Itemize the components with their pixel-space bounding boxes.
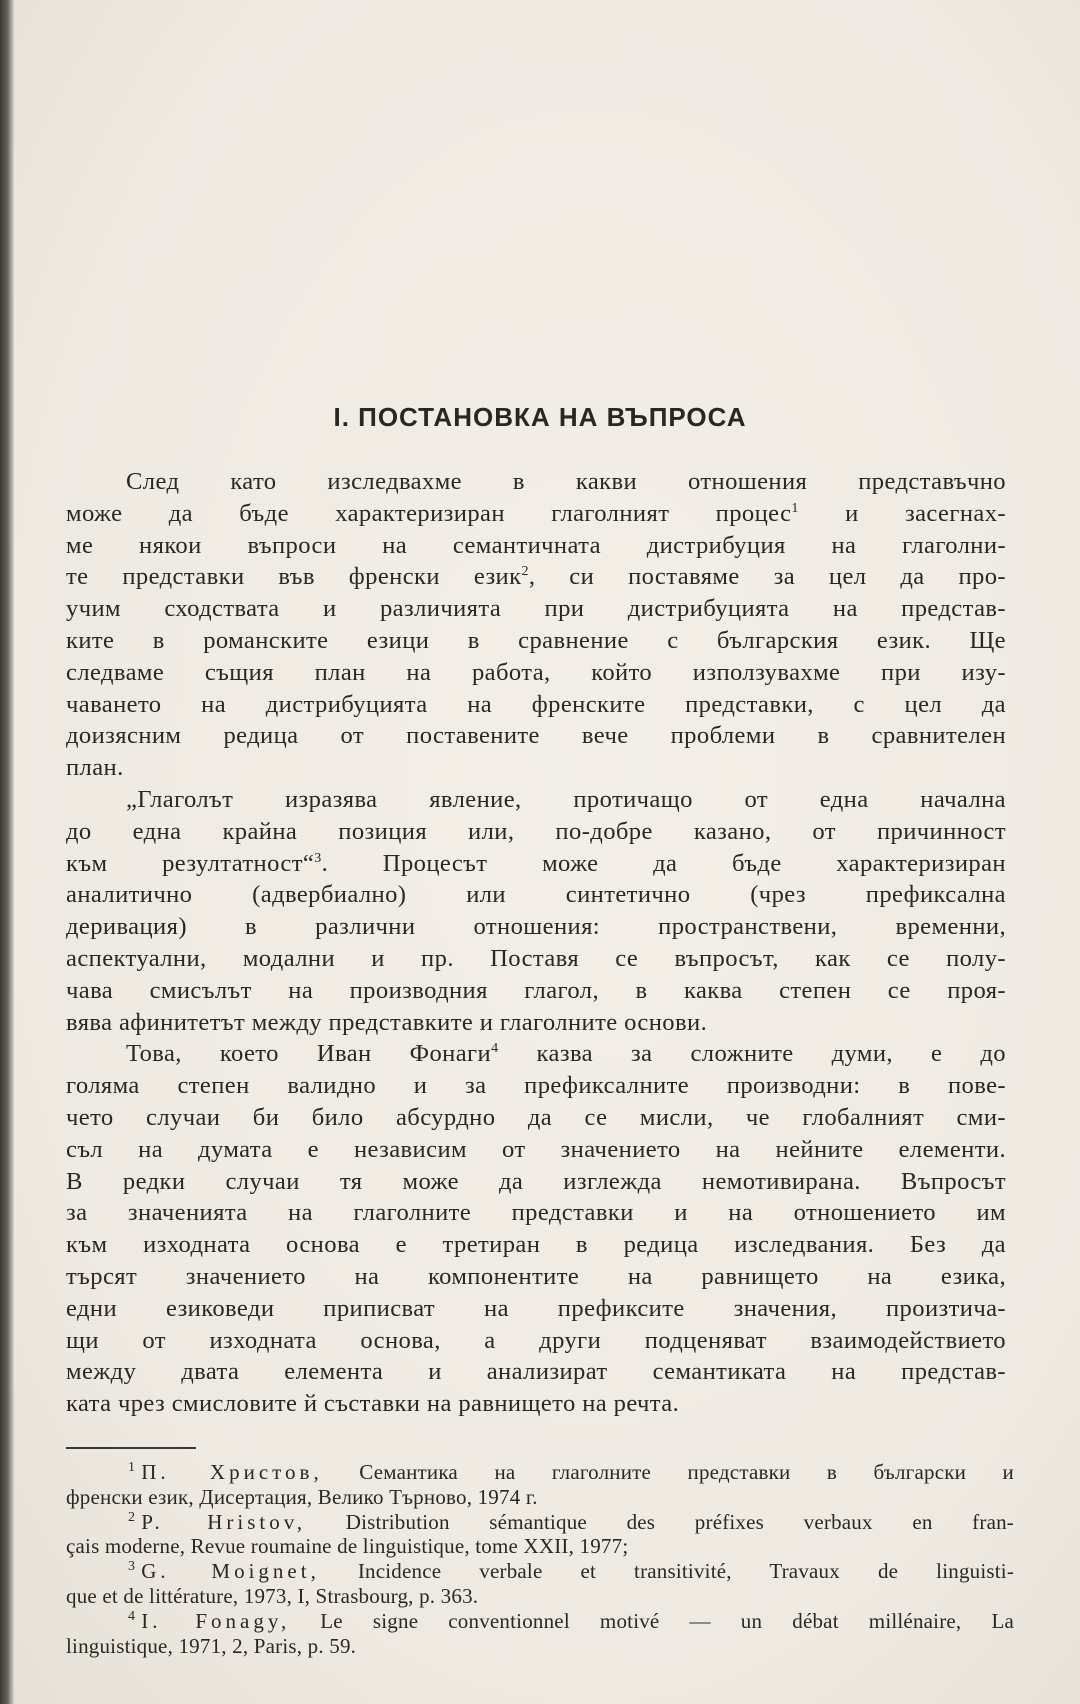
text-line: чава смисълът на производния глагол, в каква степен се проя- <box>66 976 1006 1004</box>
footnote-author: P. Hristov, <box>141 1509 307 1534</box>
footnote-number: 4 <box>128 1608 136 1624</box>
text-line: щи от изходната основа, а други подценяват взаимодействието <box>66 1326 1006 1354</box>
footnote-ref[interactable]: 1 <box>791 500 799 516</box>
text-line: голяма степен валидно и за префиксалните производни: в пове- <box>66 1072 1006 1100</box>
footnote-author: П. Христов, <box>141 1460 323 1484</box>
text-line: до една крайна позиция или, по-добре казано, от причинност <box>66 817 1006 845</box>
text-line: деривация) в различни отношения: пространствени, временни, <box>66 913 1006 941</box>
text-line: към изходната основа е третиран в редица изследвания. Без да <box>66 1231 1006 1259</box>
footnotes <box>66 1460 1014 1658</box>
body-text <box>66 466 1006 1420</box>
text-line: едни езиковеди приписват на префиксите значения, произтича- <box>66 1294 1006 1322</box>
text-line: ме някои въпроси на семантичната дистрибуция на глаголни- <box>66 531 1006 559</box>
text-line: аналитично (адвербиално) или синтетично (чрез префиксална <box>66 881 1006 909</box>
text-line: ките в романските езици в сравнение с българския език. Ще <box>66 626 1006 654</box>
text-line: чето случаи би било абсурдно да се мисли, че глобалният сми- <box>66 1103 1006 1131</box>
text-line: следваме същия план на работа, който използувахме при изу- <box>66 658 1006 686</box>
text-line: ката чрез смисловите й съставки на равнището на речта. <box>66 1390 680 1418</box>
text-line: „Глаголът изразява явление, протичащо от една начална <box>126 785 1006 813</box>
footnote-4: $^4$ I. Fonagy, Le signe conventionnel motivé — un débat millénaire, La linguistique, 1971, 2, Paris, p. 59. <box>66 1608 1014 1658</box>
text-line: След като изследвахме в какви отношения представъчно <box>126 468 1006 495</box>
footnote-number: 2 <box>128 1509 136 1525</box>
text-line: към резултатност“$^3$. Процесът може да бъде характеризиран <box>66 849 1006 877</box>
footnote-ref[interactable]: 4 <box>491 1041 499 1057</box>
text-line: между двата елемента и анализират семантиката на представ- <box>66 1358 1006 1386</box>
text-line: В редки случаи тя може да изглежда немотивирана. Въпросът <box>66 1167 1006 1195</box>
footnote-ref[interactable]: 2 <box>521 564 529 580</box>
text-line: те представки във френски език$^2$, си поставяме за цел да про- <box>66 563 1006 591</box>
footnote-number: 3 <box>128 1559 136 1575</box>
text-line: чаването на дистрибуцията на френските представки, с цел да <box>66 690 1006 718</box>
footnote-3: $^3$ G. Moignet, Incidence verbale et transitivité, Travaux de linguisti- que et de littérature, 1973, I, Strasbourg, p. 363. <box>66 1559 1015 1608</box>
text-line: съл на думата е независим от значението на нейните елементи. <box>66 1135 1006 1163</box>
text-line: учим сходствата и различията при дистрибуцията на представ- <box>66 595 1006 623</box>
book-spine-edge <box>0 0 14 1704</box>
footnote-1: $^1$ П. Христов, Семантика на глаголните представки в български и френски език, Дисертация, Велико Търново, 1974 г. <box>66 1460 1014 1509</box>
text-line: аспектуални, модални и пр. Поставя се въпросът, как се полу- <box>66 944 1006 972</box>
paragraph-2 <box>66 784 1006 1038</box>
text-line: търсят значението на компонентите на равнището на езика, <box>66 1262 1006 1290</box>
text-line: може да бъде характеризиран глаголният процес$^1$ и засегнах- <box>66 499 1006 527</box>
footnote-ref[interactable]: 3 <box>314 850 322 866</box>
paragraph-1 <box>66 466 1006 784</box>
section-heading: I. ПОСТАНОВКА НА ВЪПРОСА <box>333 402 747 432</box>
footnote-separator <box>66 1447 196 1449</box>
footnote-2: $^2$ P. Hristov, Distribution sémantique des préfixes verbaux en fran- çais moderne, Revue roumaine de linguistique, tome XXII, 1977; <box>66 1509 1014 1559</box>
footnote-number: 1 <box>128 1460 136 1475</box>
text-line: за значенията на глаголните представки и на отношението им <box>66 1199 1006 1227</box>
text-line: вява афинитетът между представките и глаголните основи. <box>66 1008 708 1036</box>
text-line: Това, което Иван Фонаги$^4$ казва за сложните думи, е до <box>126 1040 1006 1068</box>
footnote-author: I. Fonagy, <box>141 1608 291 1633</box>
paragraph-3 <box>66 1038 1006 1420</box>
footnote-author: G. Moignet, <box>141 1559 320 1584</box>
text-line: план. <box>66 754 124 782</box>
text-line: доизясним редица от поставените вече проблеми в сравнителен <box>66 722 1006 750</box>
